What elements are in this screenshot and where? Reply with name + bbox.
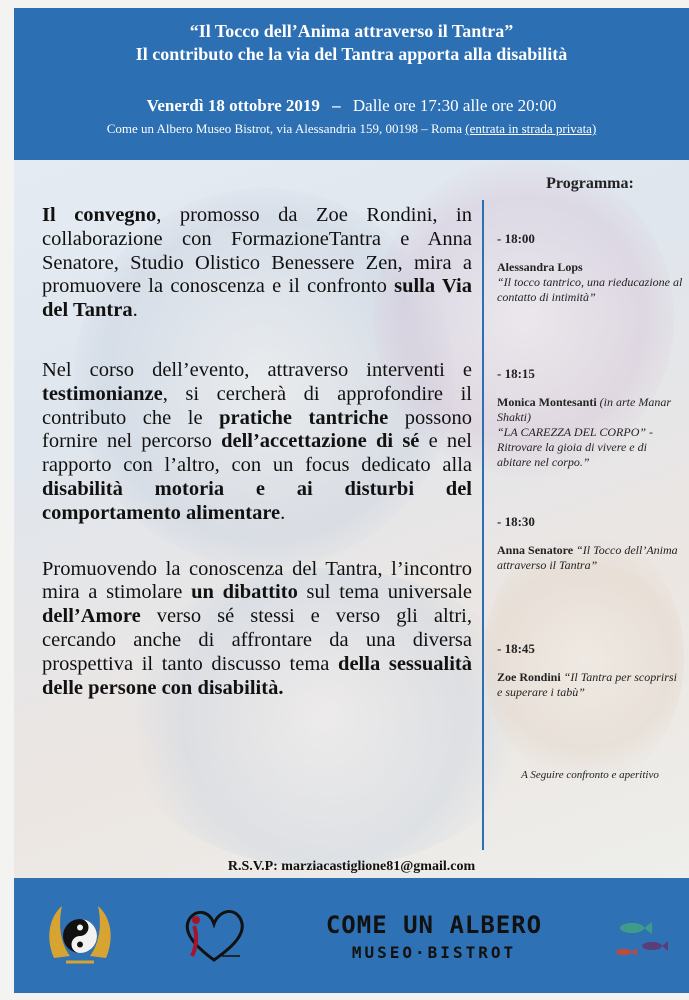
text-segment: . — [280, 501, 286, 524]
item-talk: “Il Tocco dell’Anima attraverso il Tantra” — [497, 543, 678, 572]
text-segment: . — [132, 299, 138, 322]
title-line-2: Il contributo che la via del Tantra apporta alla disabilità — [135, 44, 568, 64]
item-time: - 18:15 — [497, 366, 535, 381]
text-segment: verso sé stessi e verso gli altri, cercando anche di affrontare da una diversa prospettiva il tanto discusso tema — [42, 605, 472, 675]
programma-title: Programma: — [546, 175, 634, 192]
event-date-time — [14, 96, 689, 116]
bold-text-segment: un dibattito — [191, 581, 298, 604]
brand-name-line1: COME UN ALBERO — [325, 911, 543, 939]
programma-item — [497, 231, 683, 305]
paragraph-3 — [42, 558, 472, 701]
follow-up-note: A Seguire confronto e aperitivo — [521, 769, 659, 781]
item-speaker: Anna Senatore — [497, 543, 574, 557]
fish-icon — [602, 908, 682, 968]
poster-header — [14, 8, 689, 160]
paragraph-2 — [42, 359, 472, 526]
venue-address: Come un Albero Museo Bistrot, via Alessandria 159, 00198 – Roma — [106, 121, 463, 136]
yin-yang-logo — [40, 896, 120, 976]
item-talk: “Il Tantra per scoprirsi e superare i tabù” — [497, 670, 677, 699]
item-talk: “LA CAREZZA DEL CORPO” - Ritrovare la gioia di vivere e di abitare nel corpo.” — [497, 425, 654, 469]
date-dash: – — [332, 96, 341, 115]
title-line-1: “Il Tocco dell’Anima attraverso il Tantra” — [189, 21, 514, 41]
bold-text-segment: Il convegno — [42, 204, 157, 226]
text-segment: Promuovendo la conoscenza del Tantra, l’incontro mira a stimolare — [42, 557, 472, 604]
bold-text-segment: disabilità motoria e ai disturbi del comportamento alimentare — [42, 477, 472, 524]
text-segment: sul tema universale — [297, 581, 472, 604]
bold-text-segment: sulla Via del Tantra — [42, 275, 472, 322]
event-poster — [14, 8, 689, 993]
item-speaker: Alessandra Lops — [497, 260, 583, 274]
bold-text-segment: della sessualità delle persone con disabilità. — [42, 652, 472, 699]
item-speaker-note: (in arte Manar Shakti) — [497, 395, 671, 424]
rsvp-contact[interactable]: R.S.V.P: marziacastiglione81@gmail.com — [227, 859, 476, 874]
event-title — [14, 20, 689, 66]
heart-logo — [174, 896, 254, 976]
item-speaker: Zoe Rondini — [497, 670, 561, 684]
venue-note: (entrata in strada privata) — [465, 121, 597, 136]
bold-text-segment: testimonianze — [42, 382, 163, 405]
programma-item — [497, 514, 683, 573]
item-talk: “Il tocco tantrico, una rieducazione al contatto di intimità” — [497, 275, 683, 304]
column-divider — [482, 200, 484, 850]
event-venue — [14, 121, 689, 137]
item-speaker: Monica Montesanti — [497, 395, 597, 409]
description-text — [42, 204, 472, 726]
bold-text-segment: pratiche tantriche — [219, 406, 389, 429]
sponsor-footer — [14, 878, 689, 993]
item-time: - 18:00 — [497, 231, 535, 246]
item-time: - 18:45 — [497, 641, 535, 656]
bold-text-segment: dell’Amore — [42, 605, 141, 628]
programma-column — [497, 175, 683, 781]
text-segment: , promosso da Zoe Rondini, in collaborazione con FormazioneTantra e Anna Senatore, Studio Olistico Benessere Zen, mira a promuovere la conoscenza e il confronto — [42, 204, 472, 298]
brand-name-line2: MUSEO·BISTROT — [351, 943, 517, 962]
text-segment: , si cercherà di approfondire il contributo che le — [42, 382, 472, 429]
bold-text-segment: dell’accettazione di sé — [221, 430, 420, 453]
item-time: - 18:30 — [497, 514, 535, 529]
text-segment: e nel rapporto con l’altro, con un focus dedicato alla — [42, 430, 472, 477]
text-segment: Nel corso dell’evento, attraverso interventi e — [42, 358, 472, 381]
event-time: Dalle ore 17:30 alle ore 20:00 — [352, 96, 557, 115]
programma-item — [497, 366, 683, 470]
text-segment: possono fornire nel percorso — [42, 406, 472, 453]
programma-item — [497, 641, 683, 700]
paragraph-1 — [42, 204, 472, 323]
event-date: Venerdì 18 ottobre 2019 — [146, 96, 320, 115]
